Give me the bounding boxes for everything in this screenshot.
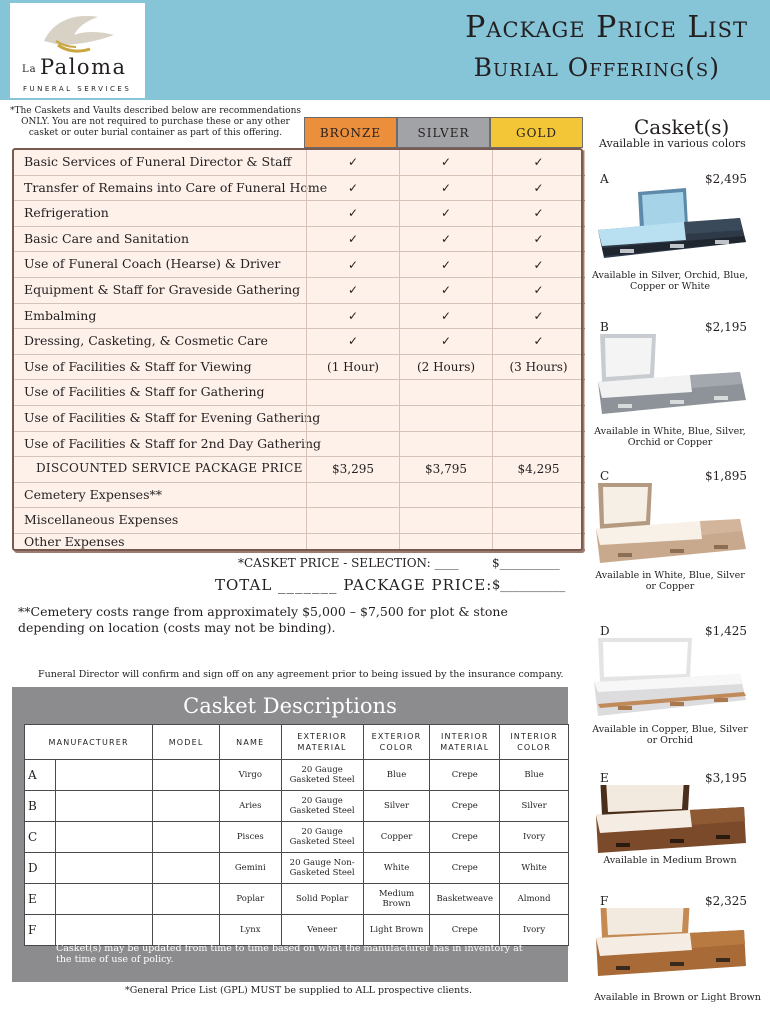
ext-material-cell: Veneer	[281, 915, 363, 946]
casket-item-d	[590, 624, 765, 749]
service-label: Transfer of Remains into Care of Funeral Home	[24, 179, 328, 195]
manufacturer-cell[interactable]	[55, 791, 153, 822]
service-label: Equipment & Staff for Graveside Gathering	[24, 282, 301, 297]
casket-item-c	[590, 469, 765, 594]
bronze-cell	[306, 508, 399, 533]
casket-letter: E	[600, 771, 609, 785]
service-label: Basic Care and Sanitation	[24, 230, 190, 246]
silver-cell: ✓	[399, 201, 492, 226]
service-row	[14, 278, 581, 304]
caskets-title: Casket(s)	[634, 115, 730, 139]
row-letter: B	[25, 791, 56, 822]
model-cell[interactable]	[153, 884, 220, 915]
casket-price: $1,895	[705, 469, 747, 483]
bronze-cell	[306, 483, 399, 508]
service-label: Embalming	[24, 307, 97, 323]
col-header: EXTERIOR COLOR	[363, 725, 430, 760]
casket-letter: A	[600, 172, 609, 186]
silver-cell: ✓	[399, 304, 492, 329]
gold-cell: ✓	[492, 201, 585, 226]
model-cell[interactable]	[153, 853, 220, 884]
ext-material-cell: 20 Gauge Non-Gasketed Steel	[281, 853, 363, 884]
row-letter: A	[25, 760, 56, 791]
gold-price: $4,295	[492, 457, 585, 482]
service-row	[14, 304, 581, 330]
name-cell: Lynx	[220, 915, 282, 946]
bronze-cell	[306, 432, 399, 457]
ext-color-cell: Blue	[363, 760, 430, 791]
casket-letter: F	[600, 894, 609, 908]
service-label: Use of Facilities & Staff for Viewing	[24, 358, 252, 374]
bronze-cell: ✓	[306, 278, 399, 303]
casket-b-image	[590, 334, 750, 424]
gold-cell	[492, 380, 585, 405]
gold-cell: ✓	[492, 278, 585, 303]
bronze-price: $3,295	[306, 457, 399, 482]
silver-cell	[399, 534, 492, 549]
package-header-gold: GOLD	[490, 117, 583, 148]
casket-price: $1,425	[705, 624, 747, 638]
service-label: Miscellaneous Expenses	[24, 512, 179, 528]
int-material-cell: Crepe	[430, 915, 500, 946]
silver-cell: ✓	[399, 150, 492, 175]
service-row	[14, 483, 581, 509]
casket-price: $2,195	[705, 320, 747, 334]
service-label: Use of Funeral Coach (Hearse) & Driver	[24, 256, 281, 272]
casket-item-f	[590, 894, 765, 1014]
casket-price: $3,195	[705, 771, 747, 785]
manufacturer-cell[interactable]	[55, 760, 153, 791]
bronze-cell	[306, 406, 399, 431]
gold-cell: (3 Hours)	[492, 355, 585, 380]
bronze-cell: ✓	[306, 252, 399, 277]
services-table	[12, 148, 583, 551]
gold-cell	[492, 406, 585, 431]
int-color-cell: Blue	[500, 760, 569, 791]
silver-cell: ✓	[399, 176, 492, 201]
gold-cell	[492, 508, 585, 533]
table-row	[25, 822, 569, 853]
bronze-cell	[306, 380, 399, 405]
ext-material-cell: Solid Poplar	[281, 884, 363, 915]
gold-cell: ✓	[492, 329, 585, 354]
ext-material-cell: 20 Gauge Gasketed Steel	[281, 760, 363, 791]
ext-material-cell: 20 Gauge Gasketed Steel	[281, 822, 363, 853]
bronze-cell: ✓	[306, 176, 399, 201]
casket-letter: D	[600, 624, 610, 638]
ext-material-cell: 20 Gauge Gasketed Steel	[281, 791, 363, 822]
casket-availability: Available in Medium Brown	[603, 855, 737, 866]
recommendations-note: *The Caskets and Vaults described below are recommendations ONLY. You are not required to purchase these or any other casket or outer burial container as part of this offering.	[9, 106, 301, 138]
casket-e-image	[590, 785, 750, 865]
gpl-note: *General Price List (GPL) MUST be supplied to ALL prospective clients.	[125, 985, 472, 996]
table-row	[25, 760, 569, 791]
col-header: MODEL	[153, 725, 220, 760]
int-material-cell: Basketweave	[430, 884, 500, 915]
col-header: EXTERIOR MATERIAL	[281, 725, 363, 760]
service-label: Dressing, Casketing, & Cosmetic Care	[24, 333, 268, 349]
silver-cell	[399, 406, 492, 431]
total-package-price: TOTAL _______ PACKAGE PRICE:	[215, 576, 493, 594]
service-label: Use of Facilities & Staff for 2nd Day Gathering	[24, 435, 322, 451]
casket-d-image	[590, 638, 750, 728]
casket-price: $2,495	[705, 172, 747, 186]
service-label: Other Expenses	[24, 534, 125, 549]
casket-item-a	[590, 172, 765, 292]
casket-availability: Available in Copper, Blue, Silver or Orchid	[592, 724, 748, 746]
casket-a-image	[590, 186, 750, 266]
ext-color-cell: Copper	[363, 822, 430, 853]
name-cell: Gemini	[220, 853, 282, 884]
service-row	[14, 406, 581, 432]
casket-price: $2,325	[705, 894, 747, 908]
casket-f-image	[590, 908, 750, 988]
manufacturer-cell[interactable]	[55, 822, 153, 853]
model-cell[interactable]	[153, 915, 220, 946]
casket-descriptions-table	[24, 724, 569, 946]
service-row	[14, 252, 581, 278]
gold-cell: ✓	[492, 150, 585, 175]
manufacturer-cell[interactable]	[55, 884, 153, 915]
silver-price: $3,795	[399, 457, 492, 482]
name-cell: Poplar	[220, 884, 282, 915]
service-label: Use of Facilities & Staff for Gathering	[24, 384, 265, 400]
name-cell: Pisces	[220, 822, 282, 853]
service-label: Use of Facilities & Staff for Evening Gathering	[24, 410, 321, 425]
gold-cell: ✓	[492, 227, 585, 252]
cemetery-note: **Cemetery costs range from approximately $5,000 – $7,500 for plot & stone depending on location (costs may not be binding).	[18, 604, 508, 635]
descriptions-title: Casket Descriptions	[183, 694, 397, 718]
service-label: DISCOUNTED SERVICE PACKAGE PRICE	[36, 461, 303, 476]
service-row	[14, 201, 581, 227]
service-row	[14, 355, 581, 381]
casket-price-blank[interactable]: $__________	[492, 556, 560, 570]
int-color-cell: Silver	[500, 791, 569, 822]
table-row	[25, 853, 569, 884]
bronze-cell: ✓	[306, 227, 399, 252]
package-header-silver: SILVER	[397, 117, 490, 148]
gold-cell	[492, 483, 585, 508]
bronze-cell: ✓	[306, 304, 399, 329]
silver-cell	[399, 483, 492, 508]
director-note: Funeral Director will confirm and sign off on any agreement prior to being issued by the insurance company.	[38, 669, 564, 680]
casket-letter: B	[600, 320, 609, 334]
name-cell: Virgo	[220, 760, 282, 791]
casket-availability: Available in Silver, Orchid, Blue, Copper or White	[591, 270, 748, 292]
int-color-cell: Ivory	[500, 915, 569, 946]
col-header: NAME	[220, 725, 282, 760]
gold-cell: ✓	[492, 252, 585, 277]
dove-logo-icon	[38, 11, 118, 55]
casket-availability: Available in Brown or Light Brown	[594, 992, 761, 1003]
casket-descriptions-panel	[12, 687, 568, 982]
casket-availability: Available in White, Blue, Silver, Orchid or Copper	[594, 426, 746, 448]
logo	[10, 3, 145, 98]
casket-c-image	[590, 483, 750, 573]
casket-item-e	[590, 771, 765, 871]
bronze-cell: ✓	[306, 150, 399, 175]
silver-cell: ✓	[399, 329, 492, 354]
casket-letter: C	[600, 469, 610, 483]
row-letter: C	[25, 822, 56, 853]
table-row	[25, 915, 569, 946]
table-row	[25, 884, 569, 915]
row-letter: F	[25, 915, 56, 946]
model-cell[interactable]	[153, 760, 220, 791]
caskets-subtitle: Available in various colors	[599, 137, 746, 150]
silver-cell	[399, 432, 492, 457]
logo-la: La	[22, 64, 37, 75]
silver-cell	[399, 380, 492, 405]
ext-color-cell: White	[363, 853, 430, 884]
int-material-cell: Crepe	[430, 822, 500, 853]
int-material-cell: Crepe	[430, 853, 500, 884]
silver-cell: ✓	[399, 252, 492, 277]
discounted-price-row	[14, 457, 581, 483]
manufacturer-cell[interactable]	[55, 853, 153, 884]
bronze-cell: (1 Hour)	[306, 355, 399, 380]
silver-cell: (2 Hours)	[399, 355, 492, 380]
casket-item-b	[590, 320, 765, 448]
casket-price-selection: *CASKET PRICE - SELECTION: ____	[238, 556, 459, 570]
gold-cell: ✓	[492, 176, 585, 201]
service-row	[14, 176, 581, 202]
descriptions-footer: Casket(s) may be updated from time to time based on what the manufacturer has in inventory at the time of use of policy.	[56, 943, 523, 965]
int-material-cell: Crepe	[430, 760, 500, 791]
silver-cell	[399, 508, 492, 533]
service-label: Basic Services of Funeral Director & Staff	[24, 154, 292, 169]
table-header-row	[25, 725, 569, 760]
row-letter: E	[25, 884, 56, 915]
total-price-blank[interactable]: $__________	[492, 578, 566, 593]
service-row	[14, 432, 581, 458]
logo-name: Paloma	[40, 55, 127, 79]
page-subtitle: Burial Offering(s)	[473, 53, 720, 82]
service-row	[14, 329, 581, 355]
casket-availability: Available in White, Blue, Silver or Copper	[595, 570, 745, 592]
silver-cell: ✓	[399, 227, 492, 252]
col-header: MANUFACTURER	[25, 725, 153, 760]
model-cell[interactable]	[153, 822, 220, 853]
manufacturer-cell[interactable]	[55, 915, 153, 946]
bronze-cell	[306, 534, 399, 549]
col-header: INTERIOR MATERIAL	[430, 725, 500, 760]
int-color-cell: Ivory	[500, 822, 569, 853]
gold-cell	[492, 432, 585, 457]
col-header: INTERIOR COLOR	[500, 725, 569, 760]
service-label: Refrigeration	[24, 205, 109, 221]
service-row	[14, 150, 581, 176]
ext-color-cell: Light Brown	[363, 915, 430, 946]
ext-color-cell: Silver	[363, 791, 430, 822]
int-color-cell: White	[500, 853, 569, 884]
gold-cell: ✓	[492, 304, 585, 329]
gold-cell	[492, 534, 585, 549]
silver-cell: ✓	[399, 278, 492, 303]
model-cell[interactable]	[153, 791, 220, 822]
page-title: Package Price List	[465, 10, 748, 45]
bronze-cell: ✓	[306, 329, 399, 354]
service-row	[14, 534, 581, 549]
table-row	[25, 791, 569, 822]
int-color-cell: Almond	[500, 884, 569, 915]
name-cell: Aries	[220, 791, 282, 822]
ext-color-cell: Medium Brown	[363, 884, 430, 915]
service-label: Cemetery Expenses**	[24, 486, 162, 502]
logo-subtitle: FUNERAL SERVICES	[23, 85, 132, 93]
row-letter: D	[25, 853, 56, 884]
service-row	[14, 508, 581, 534]
package-header-bronze: BRONZE	[304, 117, 397, 148]
service-row	[14, 380, 581, 406]
service-row	[14, 227, 581, 253]
int-material-cell: Crepe	[430, 791, 500, 822]
bronze-cell: ✓	[306, 201, 399, 226]
